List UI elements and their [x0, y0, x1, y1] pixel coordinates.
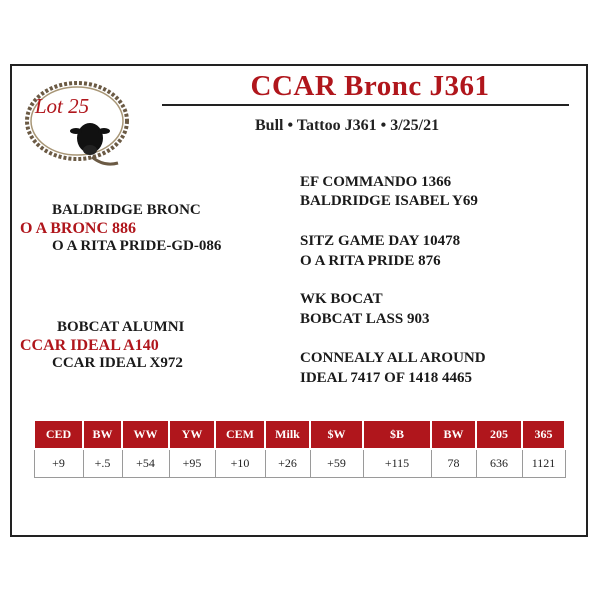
lot-label: Lot 25 — [34, 94, 90, 118]
epd-header: BW — [83, 420, 122, 449]
epd-value: +59 — [310, 449, 363, 478]
epd-value-row — [34, 449, 565, 478]
dam-sire: BOBCAT ALUMNI — [57, 319, 185, 335]
epd-value: +95 — [169, 449, 215, 478]
epd-value: 78 — [431, 449, 476, 478]
title-divider — [162, 104, 569, 106]
epd-table — [33, 419, 566, 478]
epd-value: 1121 — [522, 449, 565, 478]
epd-header: 205 — [476, 420, 522, 449]
dam-dam: CCAR IDEAL X972 — [52, 355, 183, 371]
dam-name: CCAR IDEAL A140 — [20, 337, 159, 354]
ancestor: WK BOCAT — [300, 291, 383, 307]
ancestor: SITZ GAME DAY 10478 — [300, 233, 461, 249]
epd-value: +10 — [215, 449, 265, 478]
epd-header: YW — [169, 420, 215, 449]
epd-value: +.5 — [83, 449, 122, 478]
ancestor: CONNEALY ALL AROUND — [300, 350, 486, 366]
lot-rope-logo — [22, 73, 134, 173]
epd-header-row — [34, 420, 565, 449]
epd-value: +115 — [363, 449, 431, 478]
ancestor: IDEAL 7417 OF 1418 4465 — [300, 370, 472, 386]
epd-header: WW — [122, 420, 169, 449]
epd-header: $W — [310, 420, 363, 449]
page-title: CCAR Bronc J361 — [250, 70, 490, 102]
epd-header: CEM — [215, 420, 265, 449]
ancestor: EF COMMANDO 1366 — [300, 174, 452, 190]
sire-sire: BALDRIDGE BRONC — [52, 202, 201, 218]
epd-value: 636 — [476, 449, 522, 478]
epd-header: Milk — [265, 420, 310, 449]
animal-details: Bull • Tattoo J361 • 3/25/21 — [255, 117, 440, 134]
epd-header: $B — [363, 420, 431, 449]
ancestor: BOBCAT LASS 903 — [300, 311, 430, 327]
sire-dam: O A RITA PRIDE-GD-086 — [52, 238, 222, 254]
epd-header: 365 — [522, 420, 565, 449]
sire-name: O A BRONC 886 — [20, 220, 137, 237]
ancestor: O A RITA PRIDE 876 — [300, 253, 441, 269]
epd-value: +9 — [34, 449, 83, 478]
epd-value: +26 — [265, 449, 310, 478]
ancestor: BALDRIDGE ISABEL Y69 — [300, 193, 478, 209]
epd-header: BW — [431, 420, 476, 449]
epd-header: CED — [34, 420, 83, 449]
epd-value: +54 — [122, 449, 169, 478]
